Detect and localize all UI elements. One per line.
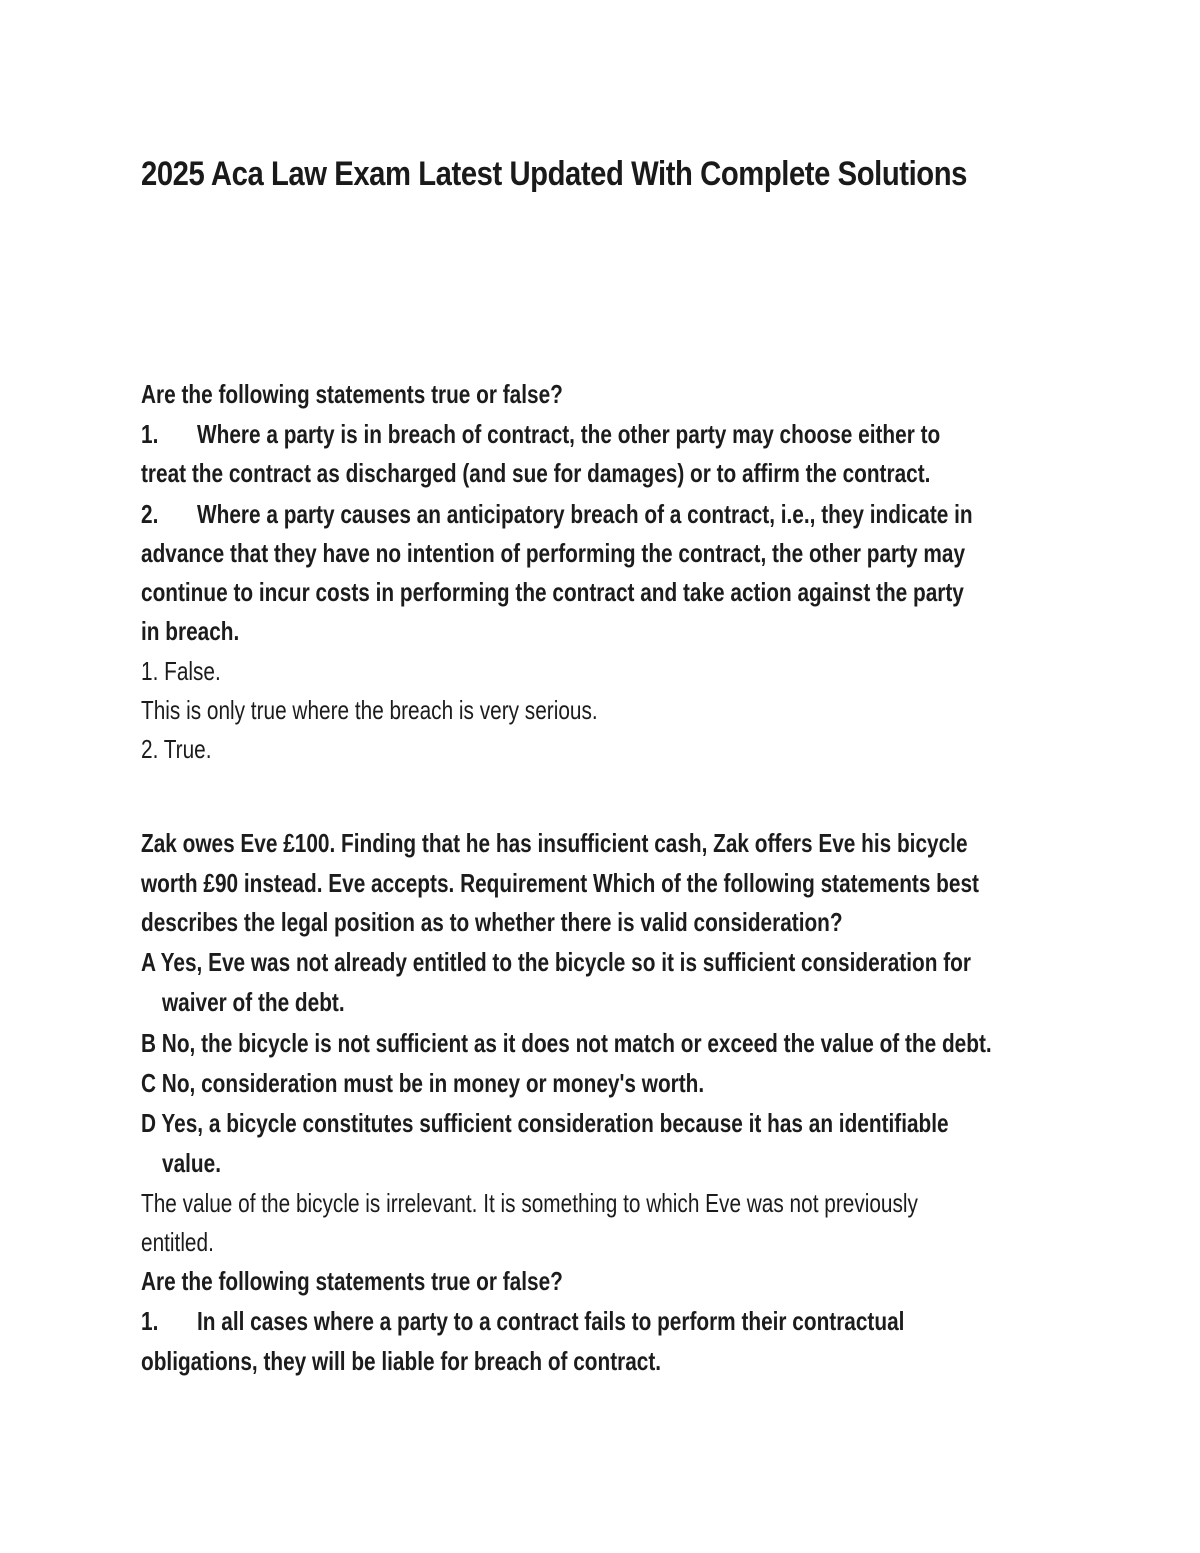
q2-option-c: C No, consideration must be in money or money's worth. (141, 1068, 705, 1098)
q2-stem-line-3: describes the legal position as to whether there is valid consideration? (141, 907, 843, 937)
q2-option-d-line-1: D Yes, a bicycle constitutes sufficient consideration because it has an identifiable (141, 1108, 949, 1138)
q1-statement-2-line-2: advance that they have no intention of performing the contract, the other party may (141, 538, 966, 568)
q1-prompt: Are the following statements true or false? (141, 379, 563, 409)
q1-statement-1-number: 1. (141, 419, 159, 449)
q1-answer-2: 2. True. (141, 734, 212, 764)
q3-statement-1-number: 1. (141, 1306, 159, 1336)
q1-statement-1-line-2: treat the contract as discharged (and sue for damages) or to affirm the contract. (141, 458, 931, 488)
q1-answer-1: 1. False. (141, 656, 221, 686)
q2-option-b: B No, the bicycle is not sufficient as it does not match or exceed the value of the debt. (141, 1028, 992, 1058)
q1-statement-1-line-1: 1. Where a party is in breach of contract, the other party may choose either to (141, 419, 941, 449)
q3-statement-1-line-1: 1. In all cases where a party to a contract fails to perform their contractual (141, 1306, 905, 1336)
q2-option-a-line-2: waiver of the debt. (162, 987, 345, 1017)
document-title-text: 2025 Aca Law Exam Latest Updated With Complete Solutions (141, 155, 967, 193)
q2-answer-line-2: entitled. (141, 1227, 214, 1257)
document-title (141, 155, 1101, 194)
q2-answer-line-1: The value of the bicycle is irrelevant. It is something to which Eve was not previously (141, 1188, 918, 1218)
q1-answer-note: This is only true where the breach is very serious. (141, 695, 598, 725)
q1-statement-2-line-3: continue to incur costs in performing the contract and take action against the party (141, 577, 964, 607)
q2-option-d-line-2: value. (162, 1148, 221, 1178)
q2-option-a-line-1: A Yes, Eve was not already entitled to the bicycle so it is sufficient consideration for (141, 947, 971, 977)
q3-prompt: Are the following statements true or false? (141, 1266, 563, 1296)
q2-stem-line-2: worth £90 instead. Eve accepts. Requirement Which of the following statements best (141, 868, 979, 898)
q2-stem-line-1: Zak owes Eve £100. Finding that he has insufficient cash, Zak offers Eve his bicycle (141, 828, 968, 858)
q1-statement-2-number: 2. (141, 499, 159, 529)
q1-statement-2-line-4: in breach. (141, 616, 240, 646)
q1-statement-2-line-1: 2. Where a party causes an anticipatory breach of a contract, i.e., they indicate in (141, 499, 973, 529)
q3-statement-1-line-2: obligations, they will be liable for breach of contract. (141, 1346, 662, 1376)
